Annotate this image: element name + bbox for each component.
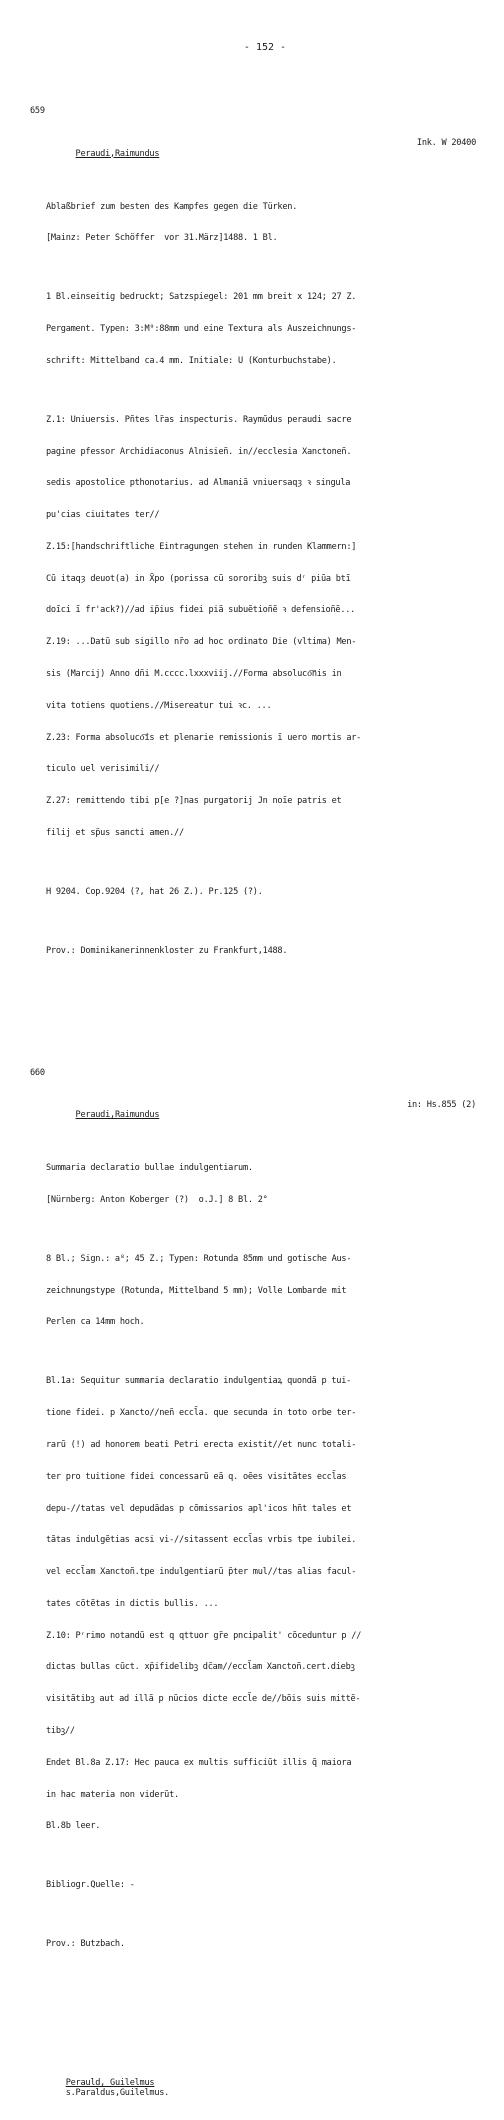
page-number: - 152 -	[243, 42, 287, 54]
entry-text-line: Bl.8b leer.	[46, 1821, 101, 1832]
entry-author: Peraudi,Raimundus	[75, 148, 160, 159]
entry-desc-line: zeichnungstype (Rotunda, Mittelband 5 mm); Volle Lombarde mit	[46, 1285, 347, 1296]
entry-text-line: vel eccl̃am Xanctoñ.tpe indulgentiarũ p̃ter mul//tas alias facul-	[46, 1567, 357, 1578]
entry-text-line: filij et sp̃us sancti amen.//	[46, 827, 184, 838]
entry-text-line: Z.10: Pʳrimo notandũ est q qttuor gr̃e pncipalit' cõceduntur p //	[46, 1630, 362, 1641]
entry-text-line: depu-//tatas vel depudãdas p cõmissarios apl'icos hñt tales et	[46, 1503, 352, 1514]
entry-text-line: in hac materia non viderũt.	[46, 1789, 179, 1800]
catalog-entry-660	[30, 1067, 484, 1971]
entry-author: Peraudi,Raimundus	[75, 1110, 160, 1121]
catalog-page	[30, 22, 484, 2120]
entry-text-line: Endet Bl.8a Z.17: Hec pauca ex multis sufficiũt illis q̃ maiora	[46, 1757, 352, 1768]
entry-text-line: ticulo uel verisimili//	[46, 764, 160, 775]
entry-text-line: tibꝫ//	[46, 1726, 75, 1737]
entry-provenance: Prov.: Butzbach.	[46, 1939, 125, 1950]
entry-text-line: tione fidei. p Xancto//neñ eccl̃a. que secunda in toto orbe ter-	[46, 1408, 357, 1419]
entry-text-line: Z.1: Uniuersis. Pñtes lr̃as inspecturis. Raymũdus peraudi sacre	[46, 414, 352, 425]
entry-title-line: [Nürnberg: Anton Koberger (?) o.J.] 8 Bl. 2°	[46, 1194, 268, 1205]
entry-text-line: sedis apostolice pthonotarius. ad Almaniã vniuersaqȝ ꝛ singula	[46, 478, 351, 489]
catalog-entry-659	[30, 106, 484, 978]
entry-title-line: Summaria declaratio bullae indulgentiarum.	[46, 1163, 253, 1174]
entry-text-line: pagine pfessor Archidiaconus Alnisieñ. in//ecclesia Xanctoneñ.	[46, 446, 352, 457]
entry-text-line: pu'cias ciuitates ter//	[46, 510, 160, 521]
entry-headline	[46, 1100, 484, 1142]
entry-provenance: Prov.: Dominikanerinnenkloster zu Frankfurt,1488.	[46, 945, 288, 956]
entry-title-line: [Mainz: Peter Schöffer vor 31.März]1488. 1 Bl.	[46, 233, 278, 244]
entry-text-line: Bl.1a: Sequitur summaria declaratio indulgentiaꝝ quondã p tui-	[46, 1376, 352, 1387]
entry-references: H 9204. Cop.9204 (?, hat 26 Z.). Pr.125 (?).	[46, 886, 263, 897]
entry-text-line: rarũ (!) ad honorem beati Petri erecta existit//et nunc totali-	[46, 1440, 357, 1450]
entry-text-line: visitãtibꝫ aut ad illã p nũcios dicte eccl̃e de//bõis suis mittẽ-	[46, 1694, 361, 1705]
crossref-from: Perauld, Guilelmus	[65, 2077, 155, 2088]
entry-desc-line: Perlen ca 14mm hoch.	[46, 1317, 145, 1328]
entry-text-line: tãtas indulgẽtias acsi vi-//sitassent eccl̃as vrbis tpe iubilei.	[46, 1535, 357, 1546]
entry-text-line: tates cõtẽtas in dictis bullis. ...	[46, 1598, 219, 1609]
entry-desc-line: Pergament. Typen: 3:M⁹:88mm und eine Textura als Auszeichnungs-	[46, 324, 357, 335]
entry-number: 659	[30, 106, 45, 117]
entry-title-line: Ablaßbrief zum besten des Kampfes gegen die Türken.	[46, 201, 298, 212]
entry-text-line: sis (Marcij) Anno dñi M.cccc.lxxxviij.//Forma absoluco͠nis in	[46, 669, 342, 680]
entry-text-line: dictas bullas cũct. xp̃ifidelibꝫ dc̃am//eccl̃am Xanctoñ.cert.diebꝫ	[46, 1662, 355, 1673]
entry-text-line: Z.19: ...Datũ sub sigillo nr̃o ad hoc ordinato Die (vltima) Men-	[46, 637, 357, 648]
entry-text-line: vita totiens quotiens.//Misereatur tui ꝛc. ...	[46, 700, 272, 711]
entry-shelfmark: Ink. W 20400	[416, 137, 476, 148]
crossref-to: s.Paraldus,Guilelmus.	[65, 2088, 170, 2099]
entry-desc-line: 1 Bl.einseitig bedruckt; Satzspiegel: 201 mm breit x 124; 27 Z.	[46, 292, 357, 303]
entry-text-line: ter pro tuitione fidei concessarũ eã q. oẽes visitãtes eccl̃as	[46, 1471, 347, 1482]
entry-number: 660	[30, 1067, 45, 1078]
entry-text-line: Cũ itaqȝ deuot(a) in X̄po (porissa cũ sororibꝫ suis dʳ piũa btĩ	[46, 573, 351, 584]
entry-desc-line: 8 Bl.; Sign.: a⁸; 45 Z.; Typen: Rotunda 85mm und gotische Aus-	[46, 1253, 352, 1264]
entry-bibliography: Bibliogr.Quelle: -	[46, 1880, 135, 1891]
entry-headline	[46, 138, 484, 180]
entry-text-line: Z.27: remittendo tibi p[e ?]nas purgatorij Jn noĩe patris et	[46, 796, 342, 807]
entry-text-line: Z.15:[handschriftliche Eintragungen stehen in runden Klammern:]	[46, 541, 357, 552]
entry-shelfmark: in: Hs.855 (2)	[407, 1099, 476, 1110]
entry-text-line: Z.23: Forma absoluco͠is et plenarie remissionis ĩ uero mortis ar-	[46, 732, 362, 743]
cross-reference	[46, 2067, 484, 2109]
entry-desc-line: schrift: Mittelband ca.4 mm. Initiale: U (Konturbuchstabe).	[46, 355, 337, 366]
entry-text-line: doĩci ĩ fr'ack?)//ad ip̃ius fidei piã subuẽtioñẽ ꝛ defensioñẽ...	[46, 605, 356, 616]
